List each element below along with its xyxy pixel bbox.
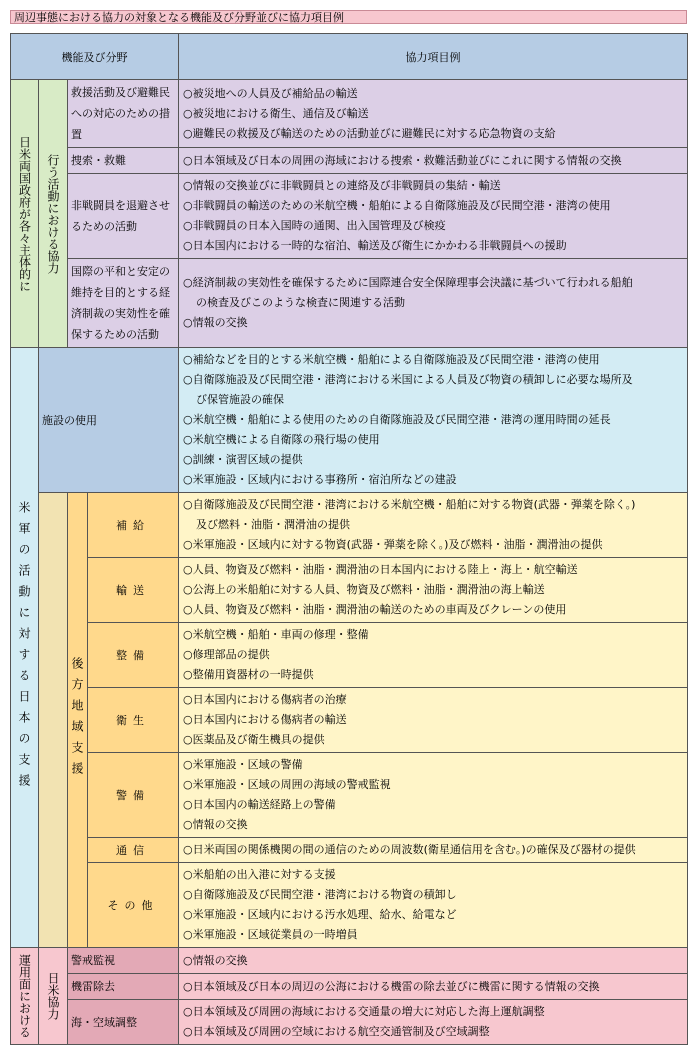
list-item xyxy=(183,236,687,256)
item-text: ○米軍施設・区域内に対する物資(武器・弾薬を除く。)及び燃料・油脂・潤滑油の提供 xyxy=(183,538,603,551)
item-text: 及び燃料・油脂・潤滑油の提供 xyxy=(196,518,350,531)
group1-label-cell xyxy=(11,80,39,348)
item-text: ○日本領域及び周囲の空域における航空交通管制及び空域調整 xyxy=(183,1025,490,1038)
table-row xyxy=(11,753,688,838)
item-text: ○日本国内の輸送経路上の警備 xyxy=(183,798,336,811)
list-item xyxy=(183,313,687,333)
cooperation-table xyxy=(10,33,688,1045)
list-item xyxy=(183,755,687,775)
table-row xyxy=(11,623,688,688)
group3-sublabel-cell xyxy=(39,948,68,1045)
item-text: ○日本領域及び周囲の海域における交通量の増大に対応した海上運航調整 xyxy=(183,1005,545,1018)
item-text: ○日本領域及び日本の周囲の海域における捜索・救難活動並びにこれに関する情報の交換 xyxy=(183,153,622,167)
item-text: ○非戦闘員の日本入国時の通関、出入国管理及び検疫 xyxy=(183,219,446,232)
list-item xyxy=(183,196,687,216)
category-label: 機雷除去 xyxy=(68,974,179,1000)
subcategory-label: 輸送 xyxy=(88,558,179,623)
item-text: ○情報の交換 xyxy=(183,316,248,329)
list-item xyxy=(183,430,687,450)
list-item xyxy=(183,216,687,236)
table-row xyxy=(11,80,688,148)
item-text: ○経済制裁の実効性を確保するために国際連合安全保障理事会決議に基づいて行われる船舶 xyxy=(183,276,633,289)
list-item xyxy=(183,176,687,196)
item-cell xyxy=(179,174,688,259)
list-item xyxy=(183,84,687,104)
group3-label-cell xyxy=(11,948,39,1045)
item-text: ○訓練・演習区域の提供 xyxy=(183,453,303,466)
list-item xyxy=(183,560,687,580)
category-label: 国際の平和と安定の維持を目的とする経済制裁の実効性を確保するための活動 xyxy=(68,259,179,348)
item-cell xyxy=(179,623,688,688)
table-row xyxy=(11,148,688,174)
group1-sublabel-cell xyxy=(39,80,68,348)
subcategory-label: 通信 xyxy=(88,838,179,863)
category-label: 施設の使用 xyxy=(39,348,179,493)
item-text: ○情報の交換 xyxy=(183,818,248,831)
item-list xyxy=(179,753,687,837)
table-row xyxy=(11,974,688,1000)
group2-label-cell xyxy=(11,348,39,948)
item-text: ○補給などを目的とする米航空機・船舶による自衛隊施設及び民間空港・港湾の使用 xyxy=(183,353,600,366)
item-text: ○米軍施設・区域従業員の一時増員 xyxy=(183,928,358,941)
item-list xyxy=(179,493,687,557)
subcategory-label: その他 xyxy=(88,863,179,948)
item-list xyxy=(179,688,687,752)
item-text: ○情報の交換並びに非戦闘員との連絡及び非戦闘員の集結・輸送 xyxy=(183,179,501,192)
list-item xyxy=(183,370,687,410)
rear-label-cell xyxy=(68,493,88,948)
list-item xyxy=(183,795,687,815)
list-item xyxy=(183,450,687,470)
item-cell xyxy=(179,688,688,753)
list-item xyxy=(183,925,687,945)
item-text: ○米軍施設・区域内における事務所・宿泊所などの建設 xyxy=(183,473,457,486)
header-items: 協力項目例 xyxy=(179,34,688,80)
list-item xyxy=(183,410,687,430)
category-label: 救援活動及び避難民への対応のための措置 xyxy=(68,80,179,148)
table-row xyxy=(11,1000,688,1045)
item-list xyxy=(179,949,687,973)
item-list xyxy=(179,838,687,862)
category-label: 海・空域調整 xyxy=(68,1000,179,1045)
list-item xyxy=(183,977,687,997)
item-cell xyxy=(179,493,688,558)
category-label: 警戒監視 xyxy=(68,948,179,974)
header-function: 機能及び分野 xyxy=(11,34,179,80)
category-label: 捜索・救難 xyxy=(68,148,179,174)
item-text: ○米航空機・船舶による使用のための自衛隊施設及び民間空港・港湾の運用時間の延長 xyxy=(183,413,611,426)
table-row xyxy=(11,348,688,493)
item-text: ○自衛隊施設及び民間空港・港湾における米航空機・船舶に対する物資(武器・弾薬を除く。) xyxy=(183,498,636,511)
item-text: ○被災地における衛生、通信及び輸送 xyxy=(183,106,369,120)
item-text: ○公海上の米船舶に対する人員、物資及び燃料・油脂・潤滑油の海上輸送 xyxy=(183,583,545,596)
list-item xyxy=(183,665,687,685)
list-item xyxy=(183,885,687,905)
item-cell xyxy=(179,863,688,948)
item-list xyxy=(179,623,687,687)
list-item xyxy=(183,815,687,835)
item-text: ○米軍施設・区域内における汚水処理、給水、給電など xyxy=(183,908,457,921)
item-text: ○米軍施設・区域の周囲の海域の警戒監視 xyxy=(183,778,391,791)
item-text: ○自衛隊施設及び民間空港・港湾における物資の積卸し xyxy=(183,888,457,901)
item-text: の検査及びこのような検査に関連する活動 xyxy=(196,296,405,309)
list-item xyxy=(183,951,687,971)
table-row xyxy=(11,259,688,348)
item-cell xyxy=(179,348,688,493)
item-cell xyxy=(179,1000,688,1045)
item-text: ○自衛隊施設及び民間空港・港湾における米国による人員及び物資の積卸しに必要な場所及 xyxy=(183,373,633,386)
list-item xyxy=(183,1002,687,1022)
group2-label: 米軍の活動に対する日本の支援 xyxy=(17,500,31,795)
list-item xyxy=(183,495,687,535)
item-text: ○日本国内における傷病者の輸送 xyxy=(183,713,347,726)
item-cell xyxy=(179,753,688,838)
item-list xyxy=(179,149,687,173)
item-text: ○米軍施設・区域の警備 xyxy=(183,758,303,771)
group1-sublabel: 行う活動における協力 xyxy=(46,153,60,274)
item-cell xyxy=(179,80,688,148)
item-cell xyxy=(179,974,688,1000)
item-text: ○情報の交換 xyxy=(183,953,248,967)
item-cell xyxy=(179,259,688,348)
item-text: ○日本国内における傷病者の治療 xyxy=(183,693,347,706)
item-text: ○人員、物資及び燃料・油脂・潤滑油の日本国内における陸上・海上・航空輸送 xyxy=(183,563,578,576)
item-text: ○避難民の救援及び輸送のための活動並びに避難民に対する応急物資の支給 xyxy=(183,126,556,140)
item-cell xyxy=(179,948,688,974)
item-text: ○米航空機・船舶・車両の修理・整備 xyxy=(183,628,369,641)
table-row xyxy=(11,174,688,259)
group3-sublabel: 日米協力 xyxy=(46,972,60,1020)
item-text: ○医薬品及び衛生機具の提供 xyxy=(183,733,325,746)
group1-label: 日米両国政府が各々主体的に xyxy=(17,135,32,292)
list-item xyxy=(183,625,687,645)
category-label: 非戦闘員を退避させるための活動 xyxy=(68,174,179,259)
item-text: ○日本領域及び日本の周辺の公海における機雷の除去並びに機雷に関する情報の交換 xyxy=(183,979,600,993)
group3-label: 運用面における xyxy=(17,954,32,1038)
item-text: ○米船舶の出入港に対する支援 xyxy=(183,868,336,881)
list-item xyxy=(183,865,687,885)
list-item xyxy=(183,690,687,710)
subcategory-label: 衛生 xyxy=(88,688,179,753)
item-text: ○日本国内における一時的な宿泊、輸送及び衛生にかかわる非戦闘員への援助 xyxy=(183,239,567,252)
list-item xyxy=(183,470,687,490)
rear-spacer-cell xyxy=(39,493,68,948)
item-cell xyxy=(179,148,688,174)
list-item xyxy=(183,775,687,795)
table-row xyxy=(11,838,688,863)
item-list xyxy=(179,1000,687,1044)
list-item xyxy=(183,535,687,555)
subcategory-label: 補給 xyxy=(88,493,179,558)
list-item xyxy=(183,840,687,860)
list-item xyxy=(183,124,687,144)
item-text: ○整備用資器材の一時提供 xyxy=(183,668,314,681)
table-row xyxy=(11,948,688,974)
table-row xyxy=(11,863,688,948)
list-item xyxy=(183,151,687,171)
subcategory-label: 警備 xyxy=(88,753,179,838)
item-text: ○日米両国の関係機関の間の通信のための周波数(衛星通信用を含む。)の確保及び器材の提供 xyxy=(183,843,636,856)
list-item xyxy=(183,730,687,750)
rear-support-label: 後方地域支援 xyxy=(70,657,84,783)
list-item xyxy=(183,1022,687,1042)
table-row xyxy=(11,688,688,753)
list-item xyxy=(183,580,687,600)
table-row xyxy=(11,493,688,558)
item-text: ○被災地への人員及び補給品の輸送 xyxy=(183,86,358,100)
list-item xyxy=(183,104,687,124)
list-item xyxy=(183,600,687,620)
item-text: ○非戦闘員の輸送のための米航空機・船舶による自衛隊施設及び民間空港・港湾の使用 xyxy=(183,199,611,212)
item-list xyxy=(179,348,687,492)
list-item xyxy=(183,645,687,665)
item-list xyxy=(179,975,687,999)
item-list xyxy=(179,174,687,258)
item-cell xyxy=(179,558,688,623)
page-title: 周辺事態における協力の対象となる機能及び分野並びに協力項目例 xyxy=(10,10,687,24)
item-list xyxy=(179,82,687,146)
item-list xyxy=(179,558,687,622)
item-text: び保管施設の確保 xyxy=(196,393,284,406)
list-item xyxy=(183,273,687,313)
list-item xyxy=(183,905,687,925)
item-text: ○人員、物資及び燃料・油脂・潤滑油の輸送のための車両及びクレーンの使用 xyxy=(183,603,567,616)
list-item xyxy=(183,350,687,370)
item-list xyxy=(179,863,687,947)
item-text: ○米航空機による自衛隊の飛行場の使用 xyxy=(183,433,380,446)
list-item xyxy=(183,710,687,730)
item-list xyxy=(179,271,687,335)
item-text: ○修理部品の提供 xyxy=(183,648,270,661)
subcategory-label: 整備 xyxy=(88,623,179,688)
table-row xyxy=(11,558,688,623)
item-cell xyxy=(179,838,688,863)
